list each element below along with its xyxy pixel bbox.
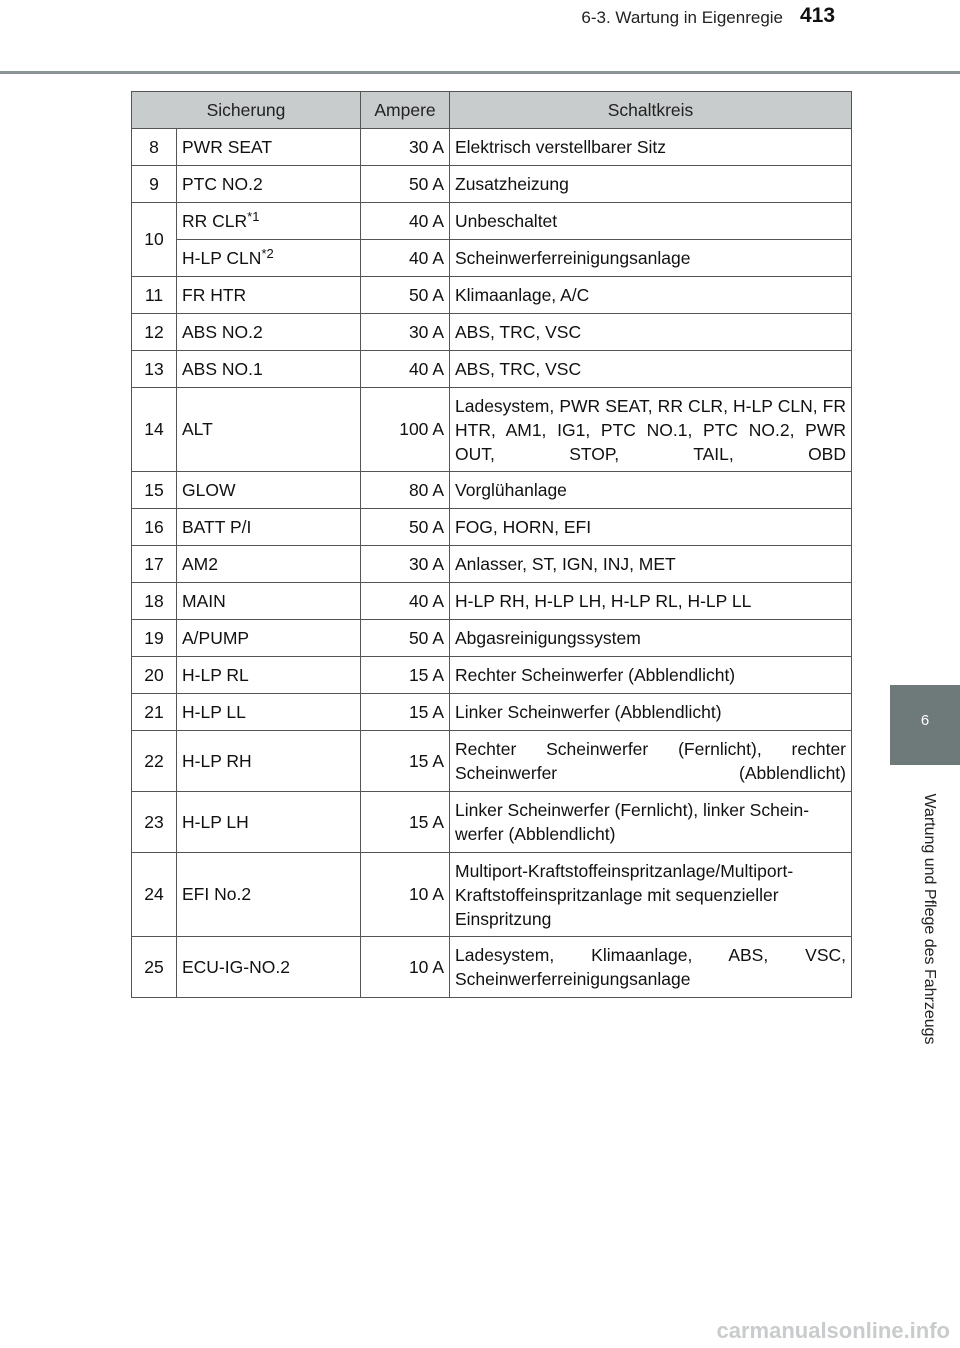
fuse-number: 10: [132, 203, 177, 277]
fuse-name: AM2: [177, 546, 361, 583]
fuse-number: 25: [132, 937, 177, 998]
fuse-name: ABS NO.1: [177, 351, 361, 388]
fuse-name: FR HTR: [177, 277, 361, 314]
fuse-ampere: 10 A: [361, 937, 450, 998]
fuse-name: ECU-IG-NO.2: [177, 937, 361, 998]
table-row: [132, 166, 852, 203]
fuse-circuit: Zusatzheizung: [450, 166, 852, 203]
chapter-title: Wartung und Pflege des Fahrzeugs: [921, 793, 938, 1045]
fuse-circuit: Linker Scheinwerfer (Abblendlicht): [450, 694, 852, 731]
fuse-name: A/PUMP: [177, 620, 361, 657]
fuse-circuit: Ladesystem, PWR SEAT, RR CLR, H-LP CLN, FR HTR, AM1, IG1, PTC NO.1, PTC NO.2, PWR OUT, STOP, TAIL, OBD: [450, 388, 852, 472]
fuse-ampere: 50 A: [361, 166, 450, 203]
chapter-tab: [890, 685, 960, 765]
table-row: [132, 351, 852, 388]
fuse-circuit: H-LP RH, H-LP LH, H-LP RL, H-LP LL: [450, 583, 852, 620]
fuse-name-cell: [177, 240, 361, 277]
fuse-ampere: 50 A: [361, 509, 450, 546]
fuse-ampere: 50 A: [361, 277, 450, 314]
fuse-ampere: 100 A: [361, 388, 450, 472]
table-row: [132, 620, 852, 657]
fuse-name: H-LP RL: [177, 657, 361, 694]
table-row: [132, 472, 852, 509]
fuse-name: EFI No.2: [177, 853, 361, 937]
fuse-number: 19: [132, 620, 177, 657]
watermark: carmanualsonline.info: [716, 1318, 950, 1343]
fuse-number: 8: [132, 129, 177, 166]
table-row: [132, 240, 852, 277]
fuse-number: 14: [132, 388, 177, 472]
fuse-name: BATT P/I: [177, 509, 361, 546]
table-row: [132, 203, 852, 240]
fuse-ampere: 50 A: [361, 620, 450, 657]
column-header-circuit: Schaltkreis: [450, 92, 852, 129]
fuse-name: H-LP RH: [177, 731, 361, 792]
fuse-name: GLOW: [177, 472, 361, 509]
column-header-ampere: Ampere: [361, 92, 450, 129]
fuse-table: [131, 91, 852, 998]
table-row: [132, 792, 852, 853]
table-row: [132, 731, 852, 792]
footnote-number: 2: [266, 245, 274, 261]
fuse-ampere: 15 A: [361, 731, 450, 792]
fuse-circuit: Elektrisch verstellbarer Sitz: [450, 129, 852, 166]
fuse-number: 23: [132, 792, 177, 853]
fuse-ampere: 40 A: [361, 583, 450, 620]
fuse-ampere: 15 A: [361, 694, 450, 731]
chapter-tab-number: 6: [920, 712, 930, 729]
fuse-circuit: ABS, TRC, VSC: [450, 314, 852, 351]
table-row: [132, 509, 852, 546]
fuse-circuit: Unbeschaltet: [450, 203, 852, 240]
section-title: 6-3. Wartung in Eigenregie: [581, 8, 783, 27]
fuse-name: RR CLR: [182, 210, 248, 231]
fuse-number: 13: [132, 351, 177, 388]
fuse-name: PWR SEAT: [177, 129, 361, 166]
fuse-number: 16: [132, 509, 177, 546]
table-header-row: [132, 92, 852, 129]
footnote-number: 1: [252, 208, 260, 224]
fuse-ampere: 30 A: [361, 129, 450, 166]
fuse-circuit: FOG, HORN, EFI: [450, 509, 852, 546]
fuse-number: 21: [132, 694, 177, 731]
fuse-number: 9: [132, 166, 177, 203]
fuse-circuit: Vorglühanlage: [450, 472, 852, 509]
fuse-number: 11: [132, 277, 177, 314]
fuse-number: 24: [132, 853, 177, 937]
table-row: [132, 583, 852, 620]
fuse-name: PTC NO.2: [177, 166, 361, 203]
footnote-marker: *1: [247, 208, 260, 224]
fuse-circuit: Rechter Scheinwerfer (Fernlicht), rechter Scheinwerfer (Abblendlicht): [450, 731, 852, 792]
fuse-number: 12: [132, 314, 177, 351]
fuse-name: H-LP LH: [177, 792, 361, 853]
fuse-number: 22: [132, 731, 177, 792]
table-row: [132, 277, 852, 314]
fuse-ampere: 40 A: [361, 351, 450, 388]
fuse-number: 15: [132, 472, 177, 509]
fuse-circuit: Klimaanlage, A/C: [450, 277, 852, 314]
fuse-circuit: Multiport-Kraftstoffeinspritzanlage/Multiport-Kraftstoffeinspritzanlage mit sequenzieller Einspritzung: [450, 853, 852, 937]
fuse-name: ALT: [177, 388, 361, 472]
fuse-name: ABS NO.2: [177, 314, 361, 351]
fuse-circuit: Ladesystem, Klimaanlage, ABS, VSC, Scheinwerferreinigungsanlage: [450, 937, 852, 998]
table-row: [132, 657, 852, 694]
fuse-name-cell: [177, 203, 361, 240]
fuse-ampere: 80 A: [361, 472, 450, 509]
fuse-circuit: Anlasser, ST, IGN, INJ, MET: [450, 546, 852, 583]
table-row: [132, 853, 852, 937]
fuse-ampere: 30 A: [361, 546, 450, 583]
fuse-number: 17: [132, 546, 177, 583]
fuse-ampere: 10 A: [361, 853, 450, 937]
fuse-circuit: Linker Scheinwerfer (Fernlicht), linker Schein-werfer (Abblendlicht): [450, 792, 852, 853]
fuse-number: 20: [132, 657, 177, 694]
header-divider: [0, 71, 960, 74]
table-row: [132, 314, 852, 351]
fuse-name: H-LP LL: [177, 694, 361, 731]
table-row: [132, 937, 852, 998]
table-row: [132, 694, 852, 731]
fuse-circuit: Scheinwerferreinigungsanlage: [450, 240, 852, 277]
footnote-marker: *2: [261, 245, 274, 261]
table-row: [132, 388, 852, 472]
fuse-name: H-LP CLN: [182, 247, 262, 268]
fuse-circuit: Rechter Scheinwerfer (Abblendlicht): [450, 657, 852, 694]
fuse-ampere: 15 A: [361, 792, 450, 853]
fuse-circuit: Abgasreinigungssystem: [450, 620, 852, 657]
fuse-ampere: 30 A: [361, 314, 450, 351]
fuse-number: 18: [132, 583, 177, 620]
table-row: [132, 546, 852, 583]
fuse-ampere: 15 A: [361, 657, 450, 694]
table-row: [132, 129, 852, 166]
fuse-name: MAIN: [177, 583, 361, 620]
page-number: 413: [800, 4, 836, 27]
fuse-ampere: 40 A: [361, 203, 450, 240]
fuse-circuit: ABS, TRC, VSC: [450, 351, 852, 388]
column-header-fuse: Sicherung: [132, 92, 361, 129]
fuse-ampere: 40 A: [361, 240, 450, 277]
